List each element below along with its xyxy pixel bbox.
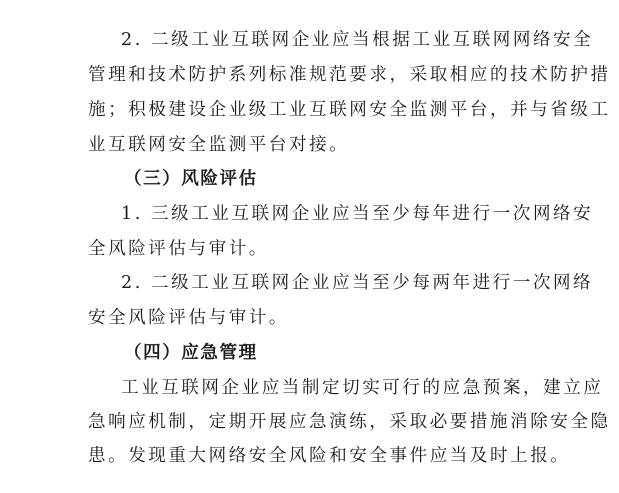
section-heading-emergency-management: （四）应急管理 (124, 343, 258, 363)
paragraph-line: 患。发现重大网络安全风险和安全事件应当及时上报。 (88, 446, 571, 466)
paragraph-line: 全风险评估与审计。 (88, 239, 269, 259)
paragraph-line: 安全风险评估与审计。 (88, 308, 289, 328)
paragraph-line: 管理和技术防护系列标准规范要求，采取相应的技术防护措 (88, 65, 611, 85)
paragraph-line: 业互联网安全监测平台对接。 (88, 135, 350, 155)
paragraph-line: 1. 三级工业互联网企业应当至少每年进行一次网络安 (121, 204, 594, 224)
section-heading-risk-assessment: （三）风险评估 (124, 169, 258, 189)
paragraph-line: 2. 二级工业互联网企业应当根据工业互联网网络安全 (121, 30, 594, 50)
paragraph-line: 急响应机制，定期开展应急演练，采取必要措施消除安全隐 (88, 412, 611, 432)
paragraph-line: 2. 二级工业互联网企业应当至少每两年进行一次网络 (121, 273, 594, 293)
paragraph-line: 施；积极建设企业级工业互联网安全监测平台，并与省级工 (88, 100, 611, 120)
paragraph-line: 工业互联网企业应当制定切实可行的应急预案，建立应 (121, 378, 604, 398)
